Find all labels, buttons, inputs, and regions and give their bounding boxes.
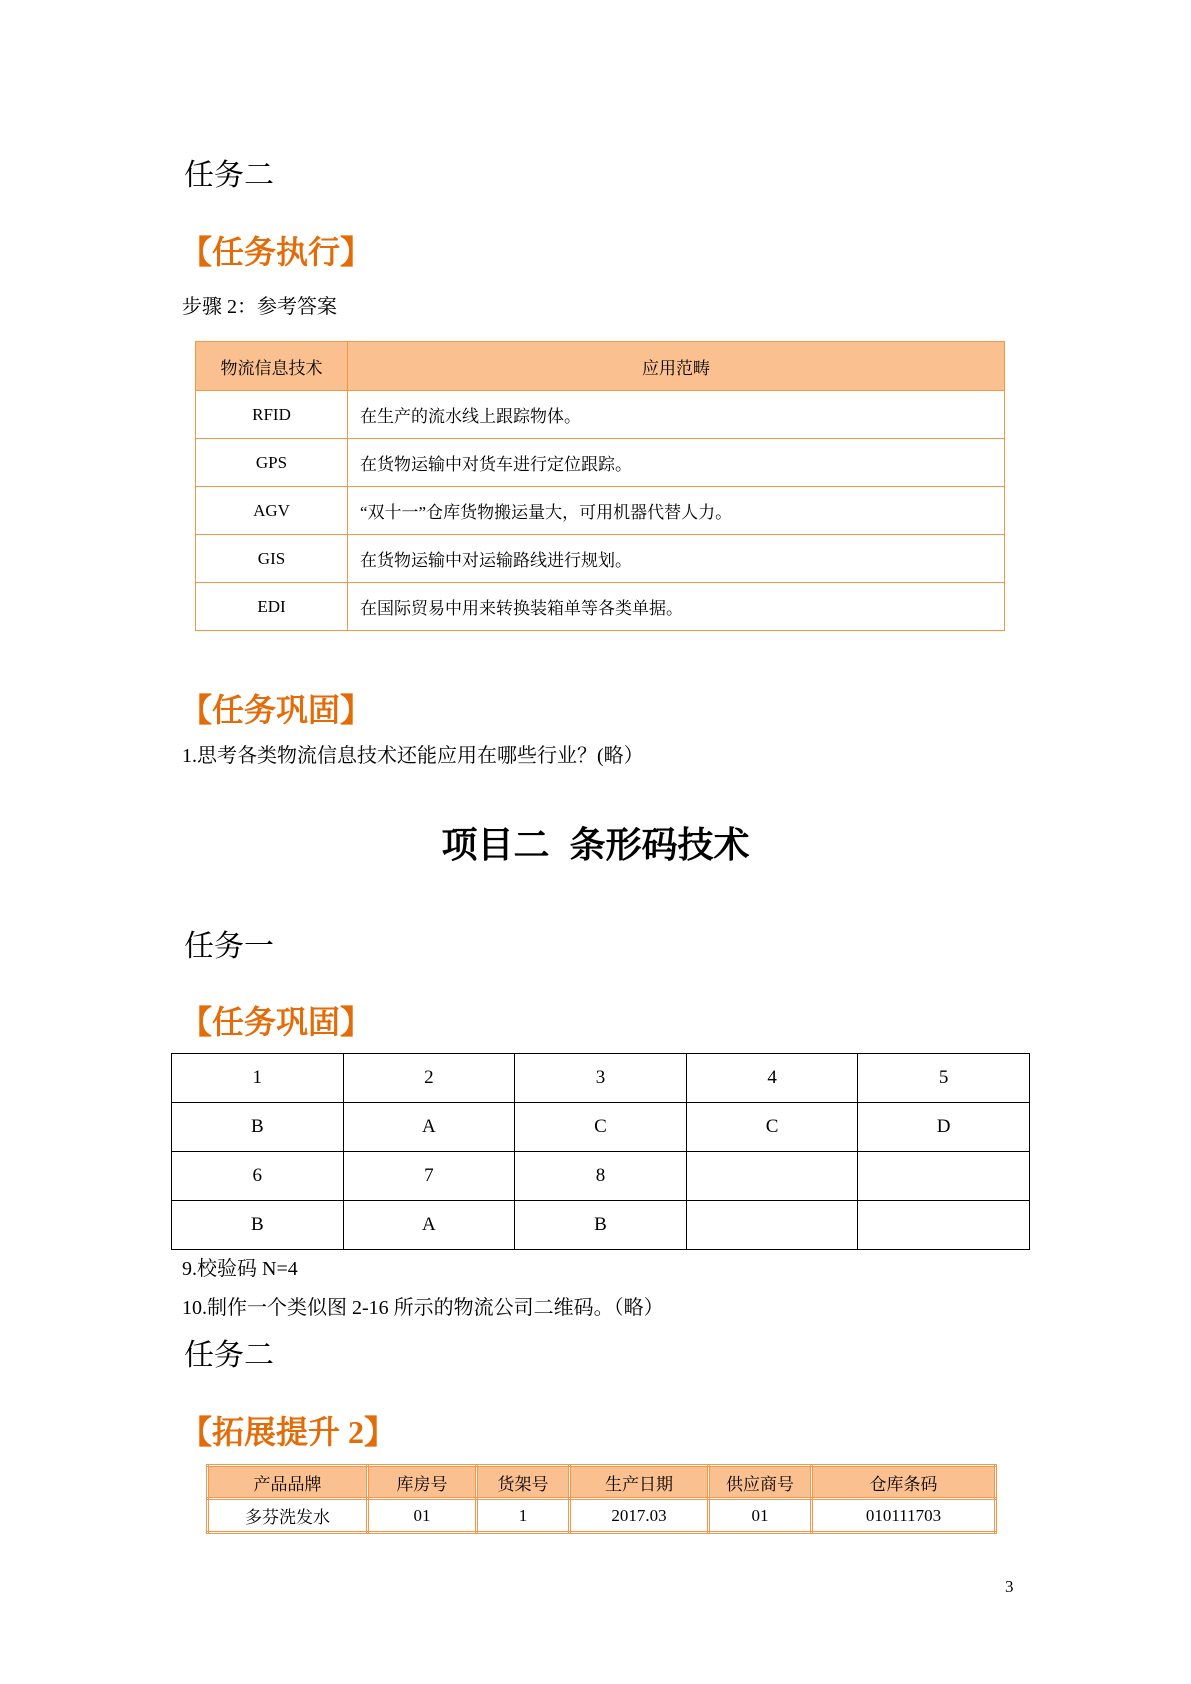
warehouse-barcode-cell: 010111703 xyxy=(812,1499,996,1533)
task-execute-heading: 【任务执行】 xyxy=(180,234,373,270)
table-header-row xyxy=(196,342,1005,391)
table-row xyxy=(172,1201,1030,1250)
page-number: 3 xyxy=(1005,1577,1014,1596)
table-row xyxy=(196,535,1005,583)
shelf-number-cell: 1 xyxy=(477,1499,570,1533)
tech-name-cell: AGV xyxy=(196,487,348,535)
table-header-row xyxy=(208,1466,996,1499)
column-header: 产品品牌 xyxy=(208,1466,368,1499)
answer-cell: D xyxy=(858,1103,1030,1152)
warehouse-number-cell: 01 xyxy=(368,1499,477,1533)
question-number-cell: 7 xyxy=(343,1152,515,1201)
answer-cell: B xyxy=(515,1201,687,1250)
item-10: 10.制作一个类似图 2-16 所示的物流公司二维码。（略） xyxy=(182,1297,664,1319)
production-date-cell: 2017.03 xyxy=(570,1499,709,1533)
answer-grid xyxy=(171,1053,1030,1250)
column-header: 仓库条码 xyxy=(812,1466,996,1499)
supplier-number-cell: 01 xyxy=(709,1499,812,1533)
question-1: 1.思考各类物流信息技术还能应用在哪些行业？(略） xyxy=(182,745,644,767)
task-consolidate-heading: 【任务巩固】 xyxy=(180,1004,373,1040)
tech-name-cell: GPS xyxy=(196,439,348,487)
column-header: 生产日期 xyxy=(570,1466,709,1499)
table-row xyxy=(196,487,1005,535)
task-consolidate-heading: 【任务巩固】 xyxy=(180,692,373,728)
answer-cell: C xyxy=(686,1103,858,1152)
question-number-cell: 5 xyxy=(858,1054,1030,1103)
task-two-heading: 任务二 xyxy=(184,1339,274,1372)
column-header: 应用范畴 xyxy=(348,342,1005,391)
tech-usage-cell: 在货物运输中对运输路线进行规划。 xyxy=(348,535,1005,583)
answer-cell: C xyxy=(515,1103,687,1152)
question-number-cell: 1 xyxy=(172,1054,344,1103)
table-row xyxy=(172,1103,1030,1152)
table-row xyxy=(172,1054,1030,1103)
answer-cell: A xyxy=(343,1201,515,1250)
project-title: 项目二 条形码技术 xyxy=(441,824,750,865)
empty-cell xyxy=(686,1152,858,1201)
task-two-heading: 任务二 xyxy=(184,159,274,192)
column-header: 供应商号 xyxy=(709,1466,812,1499)
table-row xyxy=(196,439,1005,487)
logistics-tech-table xyxy=(195,341,1005,631)
answer-cell: A xyxy=(343,1103,515,1152)
product-brand-cell: 多芬洗发水 xyxy=(208,1499,368,1533)
question-number-cell: 4 xyxy=(686,1054,858,1103)
tech-name-cell: EDI xyxy=(196,583,348,631)
question-number-cell: 6 xyxy=(172,1152,344,1201)
warehouse-barcode-table xyxy=(206,1464,997,1534)
question-number-cell: 2 xyxy=(343,1054,515,1103)
step-label: 步骤 2：参考答案 xyxy=(182,296,337,318)
extension-heading: 【拓展提升 2】 xyxy=(180,1414,397,1450)
answer-cell: B xyxy=(172,1201,344,1250)
table-row xyxy=(196,583,1005,631)
task-one-heading: 任务一 xyxy=(184,930,274,963)
tech-usage-cell: 在货物运输中对货车进行定位跟踪。 xyxy=(348,439,1005,487)
question-number-cell: 8 xyxy=(515,1152,687,1201)
tech-usage-cell: “双十一”仓库货物搬运量大，可用机器代替人力。 xyxy=(348,487,1005,535)
empty-cell xyxy=(858,1201,1030,1250)
item-9: 9.校验码 N=4 xyxy=(182,1258,298,1280)
table-row xyxy=(208,1499,996,1533)
question-number-cell: 3 xyxy=(515,1054,687,1103)
tech-name-cell: RFID xyxy=(196,391,348,439)
table-row xyxy=(172,1152,1030,1201)
column-header: 货架号 xyxy=(477,1466,570,1499)
empty-cell xyxy=(858,1152,1030,1201)
empty-cell xyxy=(686,1201,858,1250)
table-row xyxy=(196,391,1005,439)
tech-usage-cell: 在生产的流水线上跟踪物体。 xyxy=(348,391,1005,439)
column-header: 库房号 xyxy=(368,1466,477,1499)
tech-name-cell: GIS xyxy=(196,535,348,583)
column-header: 物流信息技术 xyxy=(196,342,348,391)
answer-cell: B xyxy=(172,1103,344,1152)
tech-usage-cell: 在国际贸易中用来转换装箱单等各类单据。 xyxy=(348,583,1005,631)
